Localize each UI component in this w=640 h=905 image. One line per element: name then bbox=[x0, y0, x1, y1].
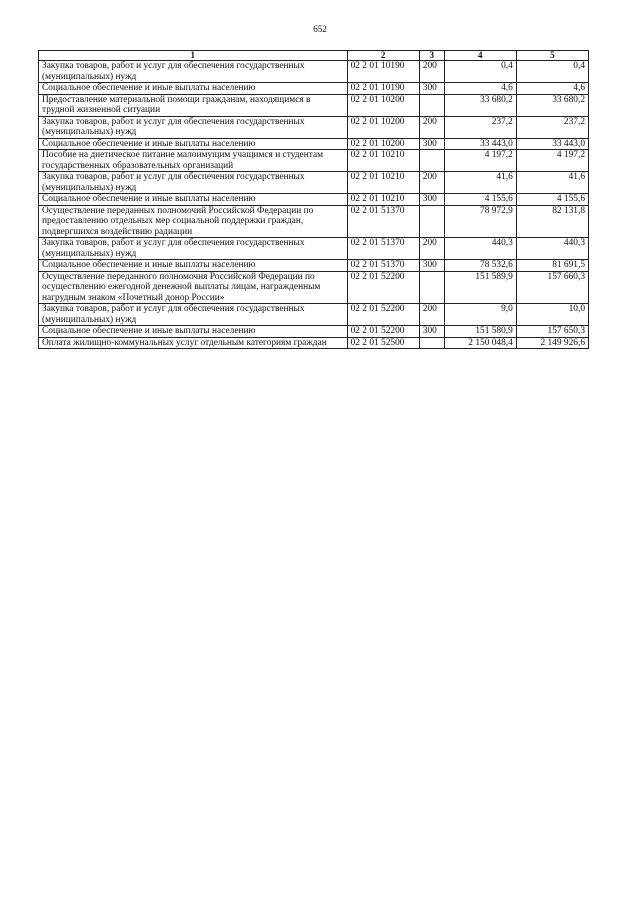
row-code: 02 2 01 10210 bbox=[347, 194, 419, 206]
row-sum-year-2: 33 680,2 bbox=[516, 94, 588, 116]
row-code: 02 2 01 10210 bbox=[347, 150, 419, 172]
row-sum-year-1: 2 150 048,4 bbox=[444, 337, 516, 349]
table-body bbox=[39, 61, 589, 349]
table-row bbox=[39, 172, 589, 194]
row-code: 02 2 01 51370 bbox=[347, 260, 419, 272]
row-name: Социальное обеспечение и иные выплаты населению bbox=[39, 83, 348, 95]
row-name: Закупка товаров, работ и услуг для обеспечения государственных (муниципальных) нужд bbox=[39, 238, 348, 260]
row-expense-type bbox=[419, 205, 444, 238]
row-name: Осуществление переданного полномочия Российской Федерации по осуществлению ежегодной денежной выплаты лицам, награжденным нагрудным знаком «Почетный донор России» bbox=[39, 271, 348, 304]
table-row bbox=[39, 194, 589, 206]
page-number: 652 bbox=[313, 24, 327, 34]
row-sum-year-2: 4 155,6 bbox=[516, 194, 588, 206]
table-row bbox=[39, 94, 589, 116]
row-code: 02 2 01 51370 bbox=[347, 205, 419, 238]
row-code: 02 2 01 51370 bbox=[347, 238, 419, 260]
row-expense-type: 200 bbox=[419, 304, 444, 326]
row-code: 02 2 01 52200 bbox=[347, 326, 419, 338]
row-expense-type bbox=[419, 271, 444, 304]
row-sum-year-1: 4 197,2 bbox=[444, 150, 516, 172]
row-expense-type bbox=[419, 150, 444, 172]
row-name: Социальное обеспечение и иные выплаты населению bbox=[39, 194, 348, 206]
row-sum-year-1: 151 580,9 bbox=[444, 326, 516, 338]
row-code: 02 2 01 52200 bbox=[347, 271, 419, 304]
table-row bbox=[39, 260, 589, 272]
table-row bbox=[39, 304, 589, 326]
row-name: Социальное обеспечение и иные выплаты населению bbox=[39, 326, 348, 338]
table-row bbox=[39, 138, 589, 150]
table-row bbox=[39, 205, 589, 238]
budget-table bbox=[38, 50, 589, 349]
row-expense-type: 300 bbox=[419, 83, 444, 95]
row-name: Пособие на диетическое питание малоимущим учащимся и студентам государственных образовательных организаций bbox=[39, 150, 348, 172]
row-code: 02 2 01 10190 bbox=[347, 61, 419, 83]
row-code: 02 2 01 10200 bbox=[347, 116, 419, 138]
row-name: Закупка товаров, работ и услуг для обеспечения государственных (муниципальных) нужд bbox=[39, 116, 348, 138]
row-sum-year-2: 237,2 bbox=[516, 116, 588, 138]
row-expense-type: 200 bbox=[419, 172, 444, 194]
row-sum-year-1: 237,2 bbox=[444, 116, 516, 138]
row-expense-type: 300 bbox=[419, 138, 444, 150]
row-code: 02 2 01 10200 bbox=[347, 138, 419, 150]
row-expense-type: 200 bbox=[419, 61, 444, 83]
table-row bbox=[39, 61, 589, 83]
row-code: 02 2 01 10190 bbox=[347, 83, 419, 95]
row-name: Осуществление переданных полномочий Российской Федерации по предоставлению отдельных мер социальной поддержки граждан, подвергшихся воздействию радиации bbox=[39, 205, 348, 238]
row-sum-year-2: 157 650,3 bbox=[516, 326, 588, 338]
header-col-2: 2 bbox=[347, 51, 419, 61]
row-sum-year-1: 151 589,9 bbox=[444, 271, 516, 304]
table-row bbox=[39, 116, 589, 138]
row-sum-year-1: 440,3 bbox=[444, 238, 516, 260]
row-expense-type: 300 bbox=[419, 260, 444, 272]
row-sum-year-2: 4 197,2 bbox=[516, 150, 588, 172]
row-name: Закупка товаров, работ и услуг для обеспечения государственных (муниципальных) нужд bbox=[39, 61, 348, 83]
row-name: Предоставление материальной помощи гражданам, находящимся в трудной жизненной ситуации bbox=[39, 94, 348, 116]
row-sum-year-1: 4,6 bbox=[444, 83, 516, 95]
row-sum-year-1: 4 155,6 bbox=[444, 194, 516, 206]
row-name: Закупка товаров, работ и услуг для обеспечения государственных (муниципальных) нужд bbox=[39, 172, 348, 194]
header-col-4: 4 bbox=[444, 51, 516, 61]
row-sum-year-2: 2 149 926,6 bbox=[516, 337, 588, 349]
row-sum-year-1: 78 532,6 bbox=[444, 260, 516, 272]
table-row bbox=[39, 271, 589, 304]
header-col-5: 5 bbox=[516, 51, 588, 61]
row-sum-year-1: 78 972,9 bbox=[444, 205, 516, 238]
row-code: 02 2 01 52200 bbox=[347, 304, 419, 326]
row-expense-type: 300 bbox=[419, 194, 444, 206]
row-expense-type bbox=[419, 337, 444, 349]
row-sum-year-1: 33 680,2 bbox=[444, 94, 516, 116]
row-sum-year-2: 0,4 bbox=[516, 61, 588, 83]
row-sum-year-1: 33 443,0 bbox=[444, 138, 516, 150]
row-code: 02 2 01 52500 bbox=[347, 337, 419, 349]
table-row bbox=[39, 326, 589, 338]
row-sum-year-2: 41,6 bbox=[516, 172, 588, 194]
table-header-row bbox=[39, 51, 589, 61]
header-col-1: 1 bbox=[39, 51, 348, 61]
row-expense-type: 300 bbox=[419, 326, 444, 338]
table-row bbox=[39, 238, 589, 260]
row-name: Оплата жилищно-коммунальных услуг отдельным категориям граждан bbox=[39, 337, 348, 349]
row-sum-year-2: 33 443,0 bbox=[516, 138, 588, 150]
row-expense-type: 200 bbox=[419, 116, 444, 138]
row-sum-year-1: 0,4 bbox=[444, 61, 516, 83]
row-code: 02 2 01 10210 bbox=[347, 172, 419, 194]
row-expense-type: 200 bbox=[419, 238, 444, 260]
table-row bbox=[39, 150, 589, 172]
row-sum-year-2: 4,6 bbox=[516, 83, 588, 95]
row-sum-year-1: 9,0 bbox=[444, 304, 516, 326]
row-sum-year-2: 157 660,3 bbox=[516, 271, 588, 304]
table-row bbox=[39, 337, 589, 349]
row-sum-year-2: 440,3 bbox=[516, 238, 588, 260]
row-name: Закупка товаров, работ и услуг для обеспечения государственных (муниципальных) нужд bbox=[39, 304, 348, 326]
table-row bbox=[39, 83, 589, 95]
row-name: Социальное обеспечение и иные выплаты населению bbox=[39, 138, 348, 150]
header-col-3: 3 bbox=[419, 51, 444, 61]
row-sum-year-2: 10,0 bbox=[516, 304, 588, 326]
row-expense-type bbox=[419, 94, 444, 116]
row-sum-year-2: 81 691,5 bbox=[516, 260, 588, 272]
row-code: 02 2 01 10200 bbox=[347, 94, 419, 116]
row-sum-year-2: 82 131,8 bbox=[516, 205, 588, 238]
row-sum-year-1: 41,6 bbox=[444, 172, 516, 194]
row-name: Социальное обеспечение и иные выплаты населению bbox=[39, 260, 348, 272]
